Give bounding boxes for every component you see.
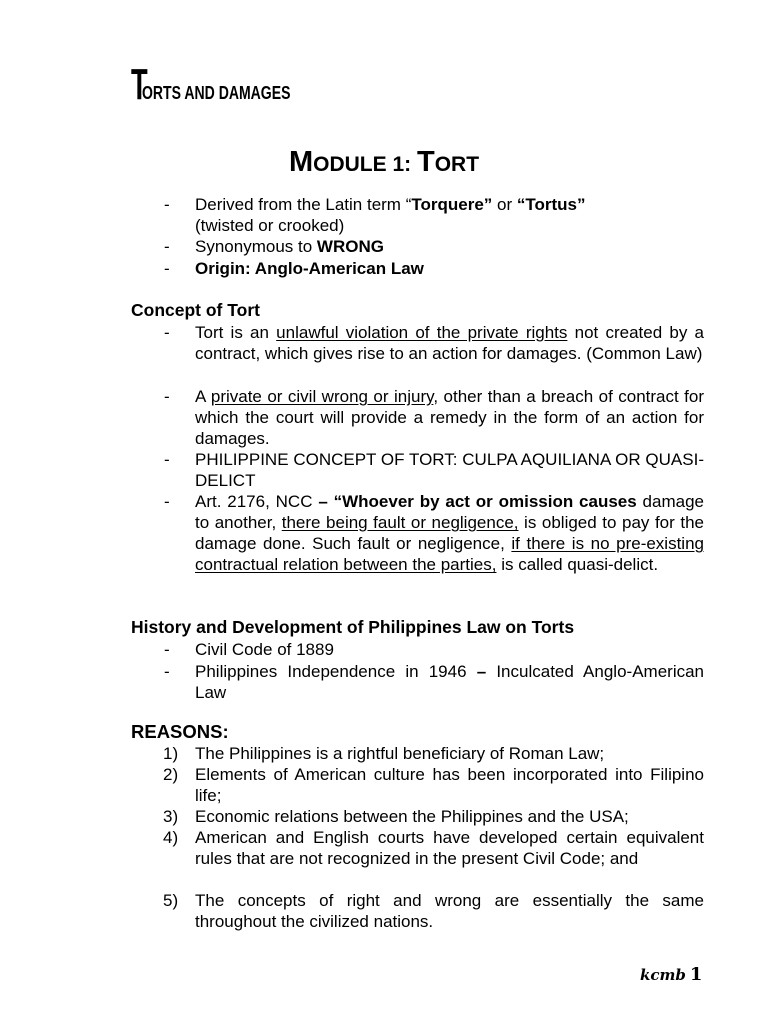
reason-item [163,764,704,806]
module-title [0,146,768,179]
bullet-dash: - [164,662,170,681]
reason-text: Elements of American culture has been incorporated into Filipino life; [195,765,704,805]
bullet-dash: - [164,237,170,256]
intro-item-origin [164,258,704,279]
reason-number: 2) [163,765,179,784]
module-t-cap: T [416,146,435,178]
history-item-1 [164,639,704,660]
reason-text: The Philippines is a rightful beneficiary of Roman Law; [195,744,605,763]
header-initial: T [131,60,148,109]
reason-item [163,890,704,932]
page-number: 1 [689,964,703,985]
reason-item [163,827,704,869]
item-text: Synonymous to WRONG [195,237,384,256]
reason-item [163,743,704,764]
reason-number: 3) [163,807,179,826]
item-text: Derived from the Latin term “Torquere” or “Tortus” (twisted or crooked) [195,195,586,235]
bullet-dash: - [164,387,170,406]
bullet-dash: - [164,492,170,511]
concept-item-2 [164,386,704,449]
history-item-2 [164,661,704,703]
author-signature: kcmb [640,966,686,984]
reasons-heading: REASONS: [131,721,229,742]
item-text: A private or civil wrong or injury, other than a breach of contract for which the court will provide a remedy in the form of an action for damages. [195,387,705,448]
bullet-dash: - [164,195,170,214]
concept-heading: Concept of Tort [131,300,260,320]
item-text: Art. 2176, NCC – “Whoever by act or omission causes damage to another, there being fault or negligence, is obliged to pay for the damage done. Such fault or negligence, if there is no pre-existing contractual relation between the parties, is called quasi-delict. [195,492,704,574]
reason-number: 1) [163,744,179,763]
concept-item-1 [164,322,704,364]
reason-number: 5) [163,891,179,910]
intro-item-latin [164,194,704,236]
reason-text: Economic relations between the Philippines and the USA; [195,807,629,826]
module-number: 1: [386,153,417,176]
reason-item [163,806,704,827]
item-text: Tort is an unlawful violation of the private rights not created by a contract, which gives rise to an action for damages. (Common Law) [195,323,705,363]
item-text: Civil Code of 1889 [195,640,334,659]
module-t-rest: ORT [434,153,480,176]
reason-number: 4) [163,828,179,847]
intro-item-synonym [164,236,704,257]
history-heading: History and Development of Philippines Law on Torts [131,617,575,637]
item-text: Philippines Independence in 1946 – Inculcated Anglo-American Law [195,662,704,702]
concept-item-3 [164,449,704,491]
concept-item-4 [164,491,704,575]
bullet-dash: - [164,640,170,659]
header-title-rest: ORTS AND DAMAGES [141,83,291,103]
item-text: PHILIPPINE CONCEPT OF TORT: CULPA AQUILIANA OR QUASI-DELICT [195,450,704,490]
item-text: Origin: Anglo-American Law [195,259,424,278]
reason-text: American and English courts have developed certain equivalent rules that are not recognized in the present Civil Code; and [195,828,704,868]
module-m-cap: M [288,146,314,178]
reason-text: The concepts of right and wrong are essentially the same throughout the civilized nations. [195,891,704,931]
module-m-rest: ODULE [313,153,387,176]
bullet-dash: - [164,259,170,278]
page-footer [640,964,702,985]
document-header [131,60,332,110]
bullet-dash: - [164,323,170,342]
bullet-dash: - [164,450,170,469]
